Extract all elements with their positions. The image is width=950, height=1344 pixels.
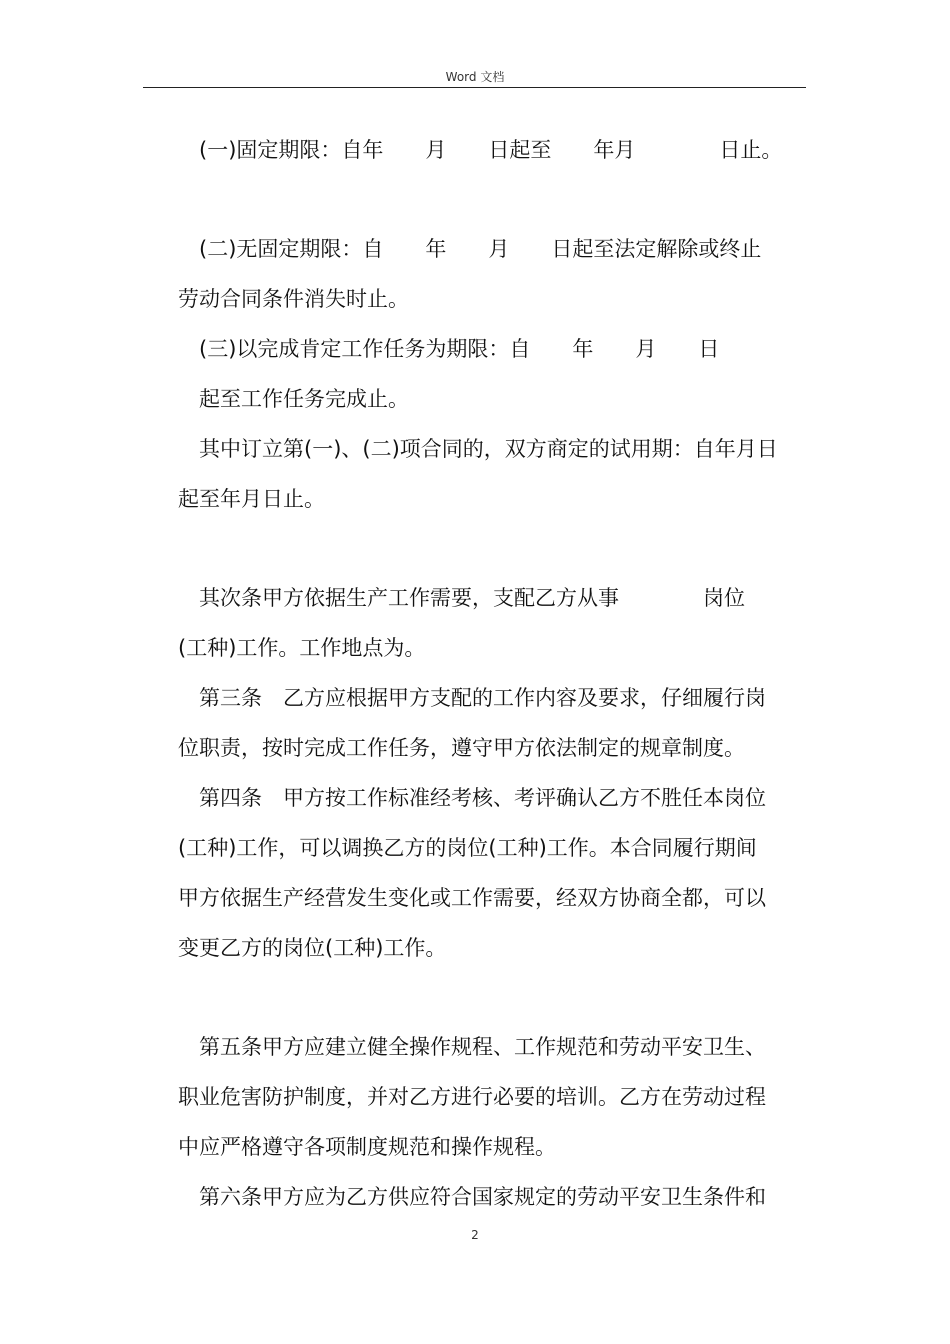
text-line: 职业危害防护制度，并对乙方进行必要的培训。乙方在劳动过程 bbox=[178, 1085, 766, 1109]
text-line: 第三条 乙方应根据甲方支配的工作内容及要求，仔细履行岗 bbox=[199, 686, 766, 710]
text-line: 其次条甲方依据生产工作需要，支配乙方从事 岗位 bbox=[199, 586, 745, 610]
page-header-title: Word 文档 bbox=[445, 70, 505, 84]
text-line: 劳动合同条件消失时止。 bbox=[178, 287, 409, 311]
text-line: (工种)工作，可以调换乙方的岗位(工种)工作。本合同履行期间 bbox=[178, 836, 757, 860]
text-line: (一)固定期限：自年 月 日起至 年月 日止。 bbox=[199, 138, 783, 162]
page-number: 2 bbox=[471, 1228, 479, 1242]
text-line: (二)无固定期限：自 年 月 日起至法定解除或终止 bbox=[199, 237, 762, 261]
text-line: 第五条甲方应建立健全操作规程、工作规范和劳动平安卫生、 bbox=[199, 1035, 766, 1059]
text-line: 位职责，按时完成工作任务，遵守甲方依法制定的规章制度。 bbox=[178, 736, 745, 760]
header-divider bbox=[143, 87, 806, 88]
text-line: 起至工作任务完成止。 bbox=[199, 387, 409, 411]
text-line: 甲方依据生产经营发生变化或工作需要，经双方协商全都，可以 bbox=[178, 886, 766, 910]
text-line: 第六条甲方应为乙方供应符合国家规定的劳动平安卫生条件和 bbox=[199, 1185, 766, 1209]
text-line: (工种)工作。工作地点为。 bbox=[178, 636, 426, 660]
text-line: 起至年月日止。 bbox=[178, 487, 325, 511]
text-line: 变更乙方的岗位(工种)工作。 bbox=[178, 936, 447, 960]
text-line: 第四条 甲方按工作标准经考核、考评确认乙方不胜任本岗位 bbox=[199, 786, 766, 810]
text-line: 中应严格遵守各项制度规范和操作规程。 bbox=[178, 1135, 556, 1159]
text-line: (三)以完成肯定工作任务为期限：自 年 月 日 bbox=[199, 337, 720, 361]
text-line: 其中订立第(一)、(二)项合同的，双方商定的试用期：自年月日 bbox=[199, 437, 778, 461]
